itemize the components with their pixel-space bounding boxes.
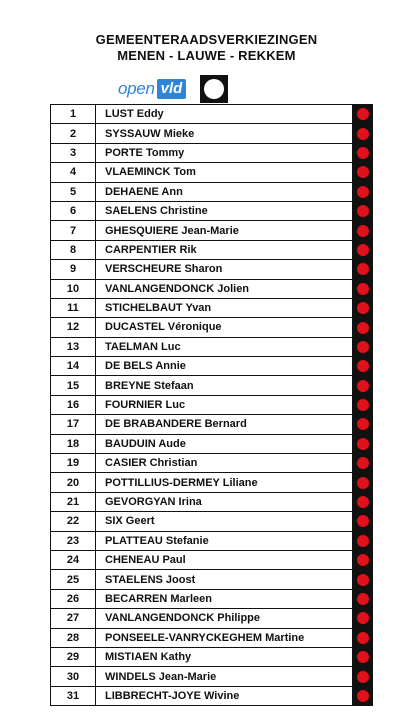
candidate-number: 18	[51, 434, 96, 453]
candidate-name: VANLANGENDONCK Jolien	[96, 279, 353, 298]
candidate-vote-box[interactable]	[353, 531, 373, 550]
candidate-vote-box[interactable]	[353, 454, 373, 473]
candidate-vote-box[interactable]	[353, 201, 373, 220]
candidate-number: 19	[51, 454, 96, 473]
vote-dot-icon	[357, 205, 369, 217]
candidate-number: 7	[51, 221, 96, 240]
candidate-row	[51, 124, 373, 143]
candidate-row	[51, 357, 373, 376]
list-vote-circle-icon	[204, 79, 224, 99]
candidate-name: PLATTEAU Stefanie	[96, 531, 353, 550]
vote-dot-icon	[357, 418, 369, 430]
candidate-row	[51, 376, 373, 395]
candidate-row	[51, 550, 373, 569]
candidate-number: 9	[51, 260, 96, 279]
candidate-name: STAELENS Joost	[96, 570, 353, 589]
candidate-row	[51, 589, 373, 608]
candidate-row	[51, 667, 373, 686]
candidate-vote-box[interactable]	[353, 628, 373, 647]
candidate-name: CARPENTIER Rik	[96, 240, 353, 259]
candidate-vote-box[interactable]	[353, 395, 373, 414]
vote-dot-icon	[357, 128, 369, 140]
candidate-vote-box[interactable]	[353, 143, 373, 162]
candidate-row	[51, 686, 373, 705]
candidate-number: 24	[51, 550, 96, 569]
candidate-number: 16	[51, 395, 96, 414]
ballot-header	[0, 32, 413, 64]
vote-dot-icon	[357, 244, 369, 256]
candidate-name: DE BRABANDERE Bernard	[96, 415, 353, 434]
candidate-row	[51, 395, 373, 414]
vote-dot-icon	[357, 322, 369, 334]
candidate-vote-box[interactable]	[353, 376, 373, 395]
vote-dot-icon	[357, 515, 369, 527]
candidate-name: PORTE Tommy	[96, 143, 353, 162]
vote-dot-icon	[357, 593, 369, 605]
vote-dot-icon	[357, 360, 369, 372]
candidate-vote-box[interactable]	[353, 686, 373, 705]
vote-dot-icon	[357, 186, 369, 198]
logo-open-text: open	[118, 79, 155, 98]
candidate-number: 1	[51, 105, 96, 124]
candidate-name: WINDELS Jean-Marie	[96, 667, 353, 686]
candidate-number: 3	[51, 143, 96, 162]
vote-dot-icon	[357, 341, 369, 353]
candidate-vote-box[interactable]	[353, 512, 373, 531]
candidate-number: 17	[51, 415, 96, 434]
vote-dot-icon	[357, 632, 369, 644]
candidate-row	[51, 337, 373, 356]
candidate-vote-box[interactable]	[353, 357, 373, 376]
candidate-name: VLAEMINCK Tom	[96, 163, 353, 182]
candidate-number: 22	[51, 512, 96, 531]
vote-dot-icon	[357, 496, 369, 508]
candidate-number: 6	[51, 201, 96, 220]
vote-dot-icon	[357, 690, 369, 702]
candidate-name: DEHAENE Ann	[96, 182, 353, 201]
candidate-number: 28	[51, 628, 96, 647]
candidate-row	[51, 163, 373, 182]
candidate-vote-box[interactable]	[353, 105, 373, 124]
candidate-number: 20	[51, 473, 96, 492]
candidate-name: VANLANGENDONCK Philippe	[96, 609, 353, 628]
candidate-number: 25	[51, 570, 96, 589]
party-row	[118, 74, 228, 104]
vote-dot-icon	[357, 283, 369, 295]
vote-dot-icon	[357, 651, 369, 663]
logo-vld-text: vld	[157, 79, 187, 99]
candidate-name: MISTIAEN Kathy	[96, 647, 353, 666]
candidate-name: LIBBRECHT-JOYE Wivine	[96, 686, 353, 705]
vote-dot-icon	[357, 671, 369, 683]
candidate-name: GHESQUIERE Jean-Marie	[96, 221, 353, 240]
candidate-vote-box[interactable]	[353, 318, 373, 337]
candidate-vote-box[interactable]	[353, 570, 373, 589]
candidate-vote-box[interactable]	[353, 589, 373, 608]
candidate-number: 2	[51, 124, 96, 143]
candidate-vote-box[interactable]	[353, 221, 373, 240]
candidate-vote-box[interactable]	[353, 609, 373, 628]
vote-dot-icon	[357, 166, 369, 178]
vote-dot-icon	[357, 574, 369, 586]
candidate-vote-box[interactable]	[353, 279, 373, 298]
candidate-number: 12	[51, 318, 96, 337]
candidate-number: 8	[51, 240, 96, 259]
candidate-vote-box[interactable]	[353, 434, 373, 453]
candidate-vote-box[interactable]	[353, 667, 373, 686]
candidate-name: GEVORGYAN Irina	[96, 492, 353, 511]
candidate-row	[51, 609, 373, 628]
candidate-name: SIX Geert	[96, 512, 353, 531]
candidate-row	[51, 531, 373, 550]
candidate-name: CHENEAU Paul	[96, 550, 353, 569]
list-vote-box[interactable]	[200, 75, 228, 103]
candidate-row	[51, 647, 373, 666]
candidate-number: 4	[51, 163, 96, 182]
candidate-vote-box[interactable]	[353, 473, 373, 492]
vote-dot-icon	[357, 147, 369, 159]
candidate-vote-box[interactable]	[353, 182, 373, 201]
candidate-name: LUST Eddy	[96, 105, 353, 124]
candidate-name: TAELMAN Luc	[96, 337, 353, 356]
candidate-number: 10	[51, 279, 96, 298]
candidate-row	[51, 318, 373, 337]
candidate-number: 31	[51, 686, 96, 705]
candidate-number: 30	[51, 667, 96, 686]
candidate-number: 13	[51, 337, 96, 356]
candidate-number: 21	[51, 492, 96, 511]
candidate-row	[51, 512, 373, 531]
candidate-row	[51, 260, 373, 279]
candidate-number: 15	[51, 376, 96, 395]
candidate-name: POTTILLIUS-DERMEY Liliane	[96, 473, 353, 492]
candidate-row	[51, 434, 373, 453]
candidate-vote-box[interactable]	[353, 550, 373, 569]
candidate-vote-box[interactable]	[353, 124, 373, 143]
candidate-number: 11	[51, 298, 96, 317]
vote-dot-icon	[357, 477, 369, 489]
candidate-name: PONSEELE-VANRYCKEGHEM Martine	[96, 628, 353, 647]
candidate-row	[51, 628, 373, 647]
candidate-number: 23	[51, 531, 96, 550]
candidate-number: 27	[51, 609, 96, 628]
candidate-vote-box[interactable]	[353, 163, 373, 182]
vote-dot-icon	[357, 108, 369, 120]
candidate-name: DE BELS Annie	[96, 357, 353, 376]
candidate-row	[51, 221, 373, 240]
candidate-row	[51, 415, 373, 434]
candidate-name: DUCASTEL Véronique	[96, 318, 353, 337]
vote-dot-icon	[357, 535, 369, 547]
candidate-name: SAELENS Christine	[96, 201, 353, 220]
candidate-vote-box[interactable]	[353, 240, 373, 259]
candidate-vote-box[interactable]	[353, 298, 373, 317]
candidate-name: VERSCHEURE Sharon	[96, 260, 353, 279]
candidate-vote-box[interactable]	[353, 337, 373, 356]
candidate-name: CASIER Christian	[96, 454, 353, 473]
candidate-number: 29	[51, 647, 96, 666]
candidate-row	[51, 201, 373, 220]
candidate-name: STICHELBAUT Yvan	[96, 298, 353, 317]
candidate-row	[51, 279, 373, 298]
vote-dot-icon	[357, 457, 369, 469]
candidate-row	[51, 570, 373, 589]
vote-dot-icon	[357, 438, 369, 450]
candidate-vote-box[interactable]	[353, 647, 373, 666]
candidate-vote-box[interactable]	[353, 260, 373, 279]
open-vld-logo	[118, 77, 186, 101]
candidate-row	[51, 240, 373, 259]
vote-dot-icon	[357, 612, 369, 624]
vote-dot-icon	[357, 225, 369, 237]
vote-dot-icon	[357, 380, 369, 392]
candidate-vote-box[interactable]	[353, 415, 373, 434]
candidate-row	[51, 182, 373, 201]
candidate-row	[51, 298, 373, 317]
candidate-vote-box[interactable]	[353, 492, 373, 511]
candidate-number: 5	[51, 182, 96, 201]
candidate-row	[51, 105, 373, 124]
candidate-name: FOURNIER Luc	[96, 395, 353, 414]
vote-dot-icon	[357, 263, 369, 275]
candidate-number: 14	[51, 357, 96, 376]
candidate-row	[51, 492, 373, 511]
candidate-row	[51, 473, 373, 492]
candidate-name: BECARREN Marleen	[96, 589, 353, 608]
vote-dot-icon	[357, 399, 369, 411]
candidate-number: 26	[51, 589, 96, 608]
candidate-name: BAUDUIN Aude	[96, 434, 353, 453]
candidate-table	[50, 104, 373, 706]
municipality-name: MENEN - LAUWE - REKKEM	[117, 48, 296, 63]
vote-dot-icon	[357, 302, 369, 314]
candidate-name: SYSSAUW Mieke	[96, 124, 353, 143]
candidate-row	[51, 454, 373, 473]
ballot-title: GEMEENTERAADSVERKIEZINGEN	[95, 32, 318, 47]
candidate-name: BREYNE Stefaan	[96, 376, 353, 395]
candidate-row	[51, 143, 373, 162]
vote-dot-icon	[357, 554, 369, 566]
